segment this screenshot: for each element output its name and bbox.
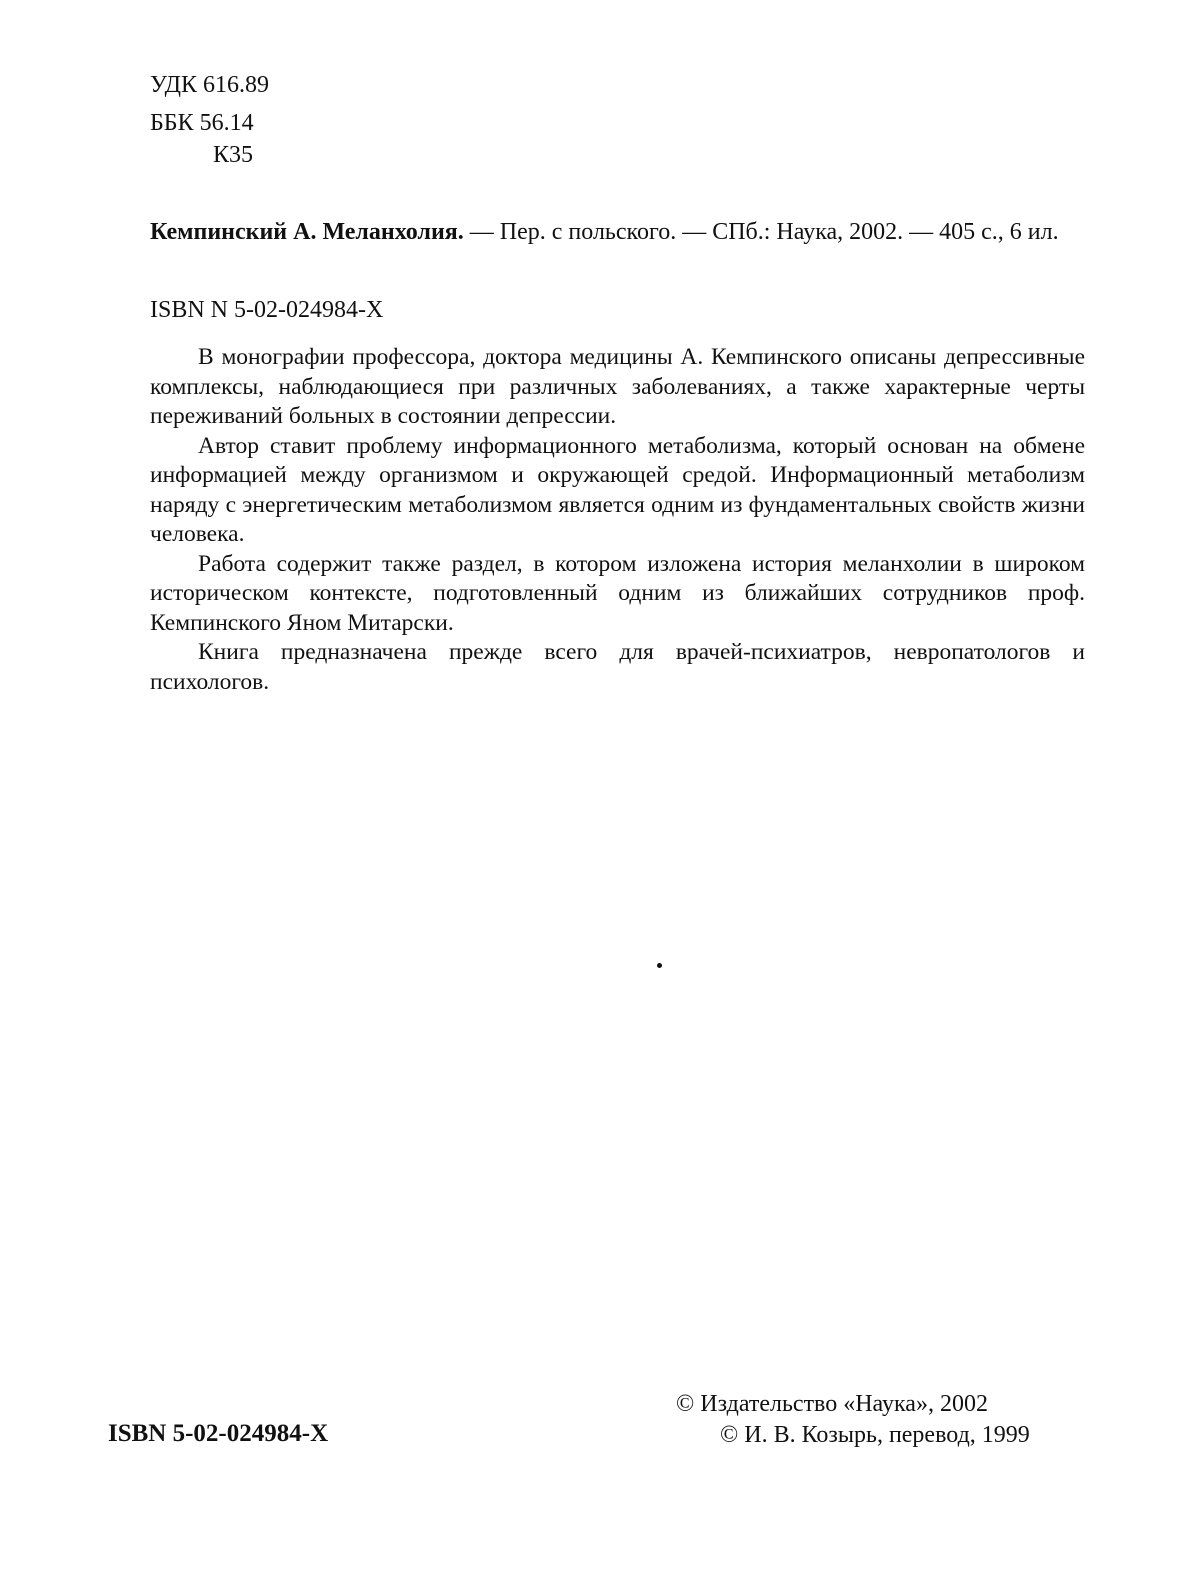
- bibliographic-record: [150, 217, 1085, 247]
- isbn-top: ISBN N 5-02-024984-X: [150, 295, 383, 325]
- abstract-paragraph: Автор ставит проблему информационного метаболизма, который основан на обмене информацией между организмом и окружающей средой. Информационный метаболизм наряду с энергетическим метаболизмом является одним из фундаментальных свойств жизни человека.: [150, 432, 1085, 550]
- imprint-page: [0, 0, 1200, 1574]
- author-mark: К35: [150, 142, 269, 168]
- bbk-code: ББК 56.14: [150, 104, 269, 142]
- abstract: [150, 343, 1085, 697]
- abstract-paragraph: В монографии профессора, доктора медицины А. Кемпинского описаны депрессивные комплексы, наблюдающиеся при различных заболеваниях, а также характерные черты переживаний больных в состоянии депрессии.: [150, 343, 1085, 432]
- classification-codes: [150, 66, 269, 168]
- publisher-copyright: © Издательство «Наука», 2002: [676, 1389, 1030, 1420]
- copyright-block: [676, 1389, 1030, 1451]
- abstract-paragraph: Работа содержит также раздел, в котором изложена история меланхолии в широком историческом контексте, подготовленный одним из ближайших сотрудников проф. Кемпинского Яном Митарски.: [150, 550, 1085, 639]
- publication-details: — Пер. с польского. — СПб.: Наука, 2002. — 405 с., 6 ил.: [464, 219, 1059, 245]
- translation-copyright: © И. В. Козырь, перевод, 1999: [676, 1420, 1030, 1451]
- udk-code: УДК 616.89: [150, 66, 269, 104]
- abstract-paragraph: Книга предназначена прежде всего для врачей-психиатров, невропатологов и психологов.: [150, 638, 1085, 697]
- author-and-title: Кемпинский А. Меланхолия.: [150, 219, 464, 245]
- stray-dot: [657, 963, 662, 968]
- isbn-bottom: ISBN 5-02-024984-X: [108, 1419, 328, 1449]
